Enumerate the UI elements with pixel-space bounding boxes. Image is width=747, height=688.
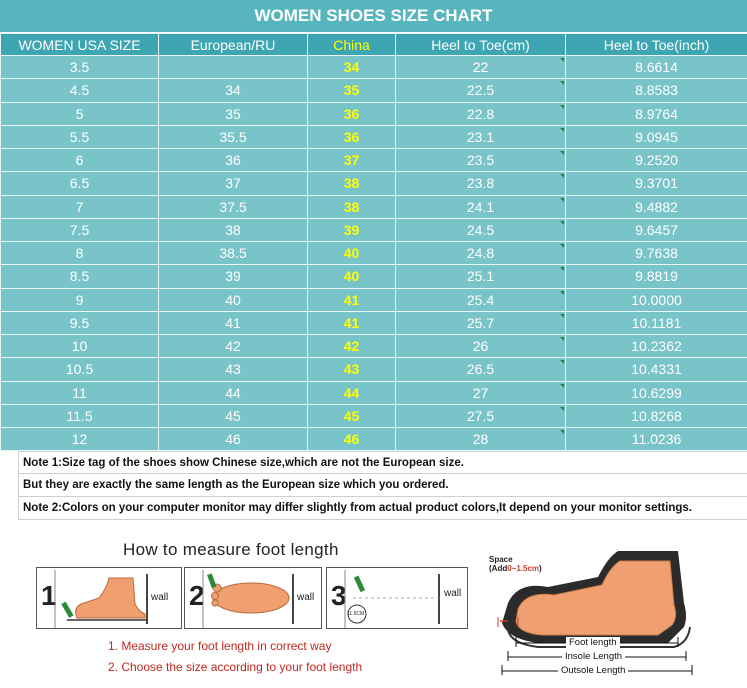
table-row (1, 195, 747, 218)
heel-toe-cm-cell: 26.5 (396, 358, 566, 381)
china-size-cell: 41 (308, 288, 396, 311)
usa-size-cell: 5.5 (1, 125, 159, 148)
step-2-number: 2 (189, 580, 205, 611)
step-3-wall-label: wall (444, 588, 462, 599)
heel-toe-inch-cell: 10.2362 (566, 335, 747, 358)
heel-toe-cm-cell: 24.1 (396, 195, 566, 218)
usa-size-cell: 10.5 (1, 358, 159, 381)
european-size-cell: 36 (159, 149, 308, 172)
usa-size-cell: 8 (1, 242, 159, 265)
step-3-ruler-mark: 11.5CM (347, 611, 365, 617)
column-header-china: China (308, 34, 396, 56)
european-size-cell: 38 (159, 218, 308, 241)
column-header-heel-toe-inch: Heel to Toe(inch) (566, 34, 747, 56)
column-header-usa: WOMEN USA SIZE (1, 34, 159, 56)
heel-toe-cm-cell: 27.5 (396, 404, 566, 427)
usa-size-cell: 6.5 (1, 172, 159, 195)
usa-size-cell: 6 (1, 149, 159, 172)
space-label (489, 555, 542, 573)
heel-toe-inch-cell: 8.8583 (566, 79, 747, 102)
heel-toe-inch-cell: 11.0236 (566, 428, 747, 451)
table-row (1, 242, 747, 265)
shoe-length-diagram (478, 547, 747, 688)
heel-toe-cm-cell: 23.1 (396, 125, 566, 148)
notes-section (18, 451, 747, 520)
european-size-cell: 41 (159, 311, 308, 334)
note-2: Note 2:Colors on your computer monitor may differ slightly from actual product colors,It depend on your monitor settings. (18, 497, 747, 520)
heel-toe-inch-cell: 9.7638 (566, 242, 747, 265)
heel-toe-cm-cell: 27 (396, 381, 566, 404)
china-size-cell: 45 (308, 404, 396, 427)
step-2-panel (184, 567, 322, 629)
european-size-cell: 39 (159, 265, 308, 288)
table-row (1, 149, 747, 172)
column-header-european: European/RU (159, 34, 308, 56)
insole-length-label: Insole Length (562, 651, 625, 662)
heel-toe-cm-cell: 22.5 (396, 79, 566, 102)
table-row (1, 172, 747, 195)
heel-toe-cm-cell: 23.5 (396, 149, 566, 172)
china-size-cell: 36 (308, 102, 396, 125)
table-row (1, 358, 747, 381)
step-1-number: 1 (41, 580, 57, 611)
european-size-cell: 37.5 (159, 195, 308, 218)
china-size-cell: 38 (308, 195, 396, 218)
european-size-cell: 37 (159, 172, 308, 195)
usa-size-cell: 7 (1, 195, 159, 218)
china-size-cell: 39 (308, 218, 396, 241)
note-1-continued: But they are exactly the same length as the European size which you ordered. (18, 474, 747, 497)
european-size-cell: 44 (159, 381, 308, 404)
european-size-cell: 35.5 (159, 125, 308, 148)
heel-toe-cm-cell: 24.8 (396, 242, 566, 265)
space-range-suffix: ) (539, 564, 542, 573)
heel-toe-inch-cell: 9.3701 (566, 172, 747, 195)
space-range: 0~1.5cm (507, 564, 540, 573)
heel-toe-inch-cell: 10.8268 (566, 404, 747, 427)
heel-toe-inch-cell: 9.0945 (566, 125, 747, 148)
heel-toe-inch-cell: 10.4331 (566, 358, 747, 381)
heel-toe-inch-cell: 9.2520 (566, 149, 747, 172)
european-size-cell: 38.5 (159, 242, 308, 265)
heel-toe-inch-cell: 10.1181 (566, 311, 747, 334)
heel-toe-inch-cell: 9.4882 (566, 195, 747, 218)
heel-toe-cm-cell: 26 (396, 335, 566, 358)
usa-size-cell: 4.5 (1, 79, 159, 102)
table-row (1, 404, 747, 427)
china-size-cell: 46 (308, 428, 396, 451)
heel-toe-cm-cell: 22.8 (396, 102, 566, 125)
china-size-cell: 40 (308, 265, 396, 288)
european-size-cell: 42 (159, 335, 308, 358)
table-row (1, 311, 747, 334)
heel-toe-cm-cell: 28 (396, 428, 566, 451)
heel-toe-inch-cell: 9.6457 (566, 218, 747, 241)
china-size-cell: 43 (308, 358, 396, 381)
heel-toe-inch-cell: 8.6614 (566, 56, 747, 79)
china-size-cell: 36 (308, 125, 396, 148)
table-row (1, 265, 747, 288)
measure-guide (0, 535, 747, 688)
usa-size-cell: 12 (1, 428, 159, 451)
usa-size-cell: 5 (1, 102, 159, 125)
space-title: Space (489, 555, 513, 564)
note-1: Note 1:Size tag of the shoes show Chinese size,which are not the European size. (18, 451, 747, 474)
step-3-panel (326, 567, 468, 629)
table-row (1, 381, 747, 404)
column-header-heel-toe-cm: Heel to Toe(cm) (396, 34, 566, 56)
heel-toe-cm-cell: 24.5 (396, 218, 566, 241)
step-2-wall-label: wall (297, 592, 315, 603)
step-3-number: 3 (331, 580, 347, 611)
china-size-cell: 41 (308, 311, 396, 334)
heel-toe-cm-cell: 25.4 (396, 288, 566, 311)
china-size-cell: 40 (308, 242, 396, 265)
heel-toe-inch-cell: 8.9764 (566, 102, 747, 125)
european-size-cell: 35 (159, 102, 308, 125)
usa-size-cell: 10 (1, 335, 159, 358)
european-size-cell (159, 56, 308, 79)
table-row (1, 335, 747, 358)
usa-size-cell: 7.5 (1, 218, 159, 241)
usa-size-cell: 11.5 (1, 404, 159, 427)
usa-size-cell: 9.5 (1, 311, 159, 334)
heel-toe-cm-cell: 25.7 (396, 311, 566, 334)
outsole-length-label: Outsole Length (558, 665, 628, 676)
heel-toe-inch-cell: 9.8819 (566, 265, 747, 288)
heel-toe-inch-cell: 10.0000 (566, 288, 747, 311)
china-size-cell: 44 (308, 381, 396, 404)
european-size-cell: 45 (159, 404, 308, 427)
ruler-icon (327, 568, 469, 630)
table-row (1, 102, 747, 125)
heel-toe-cm-cell: 25.1 (396, 265, 566, 288)
table-row (1, 56, 747, 79)
table-row (1, 428, 747, 451)
table-row (1, 218, 747, 241)
china-size-cell: 35 (308, 79, 396, 102)
chart-title: WOMEN SHOES SIZE CHART (0, 0, 747, 33)
measure-title: How to measure foot length (123, 540, 339, 559)
step-1-wall-label: wall (151, 592, 169, 603)
heel-toe-cm-cell: 23.8 (396, 172, 566, 195)
usa-size-cell: 9 (1, 288, 159, 311)
european-size-cell: 34 (159, 79, 308, 102)
step-1-panel (36, 567, 182, 629)
space-range-prefix: (Add (489, 564, 508, 573)
china-size-cell: 42 (308, 335, 396, 358)
heel-toe-cm-cell: 22 (396, 56, 566, 79)
china-size-cell: 38 (308, 172, 396, 195)
european-size-cell: 40 (159, 288, 308, 311)
size-table (0, 33, 747, 451)
instruction-2: 2. Choose the size according to your foot length (108, 660, 363, 674)
china-size-cell: 37 (308, 149, 396, 172)
header-row (1, 34, 747, 56)
usa-size-cell: 3.5 (1, 56, 159, 79)
china-size-cell: 34 (308, 56, 396, 79)
european-size-cell: 46 (159, 428, 308, 451)
european-size-cell: 43 (159, 358, 308, 381)
foot-length-label: Foot length (566, 637, 620, 648)
usa-size-cell: 8.5 (1, 265, 159, 288)
instruction-1: 1. Measure your foot length in correct way (108, 639, 332, 653)
table-row (1, 79, 747, 102)
usa-size-cell: 11 (1, 381, 159, 404)
heel-toe-inch-cell: 10.6299 (566, 381, 747, 404)
table-row (1, 125, 747, 148)
table-row (1, 288, 747, 311)
